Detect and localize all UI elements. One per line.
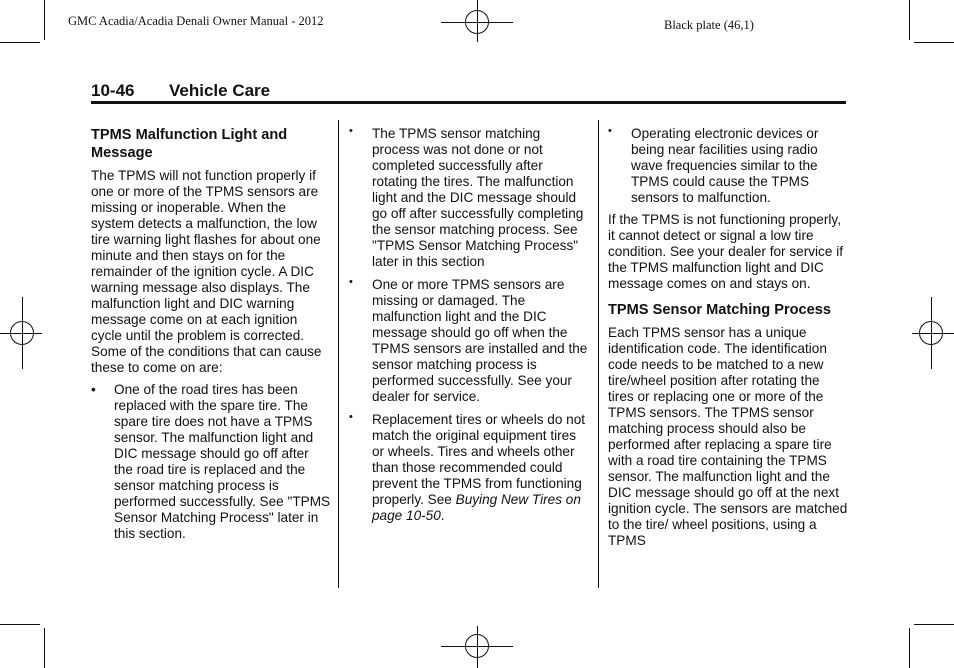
list-item-text: The TPMS sensor matching process was not done or not completed successfully after rotating the tires. The malfunction light and the DIC message should go off after successfully completing the sensor matching process. See "TPMS Sensor Matching Process" later in this section (372, 126, 584, 269)
bullet-list (608, 126, 848, 206)
heading-rule (91, 101, 846, 104)
column-divider (598, 120, 599, 588)
subheading-malfunction: TPMS Malfunction Light and Message (91, 127, 288, 161)
list-item (349, 126, 589, 270)
list-item (349, 277, 589, 405)
section-title: Vehicle Care (169, 81, 271, 100)
paragraph: The TPMS will not function properly if one or more of the TPMS sensors are missing or inoperable. When the system detects a malfunction, the low tire warning light flashes for about one minute and then stays on for the remainder of the ignition cycle. A DIC warning message also displays. The malfunction light and DIC warning message come on at each ignition cycle until the problem is corrected. Some of the conditions that can cause these to come on are: (91, 168, 322, 375)
cross-reference-link[interactable]: Buying New Tires on page 10-50 (372, 492, 581, 523)
list-item (608, 126, 848, 206)
list-item-text: One of the road tires has been replaced with the spare tire. The spare tire does not have a TPMS sensor. The malfunction light and DIC message should go off after the road tire is replaced and the sensor matching process is performed successfully. See "TPMS Sensor Matching Process" later in this section. (114, 382, 331, 541)
column-3 (608, 126, 848, 555)
crop-mark (914, 624, 954, 625)
bullet-list (91, 382, 331, 542)
bullet: • (608, 125, 612, 137)
page-number: 10-46 (91, 81, 135, 100)
list-item (349, 412, 589, 524)
plate-label: Black plate (46,1) (664, 18, 754, 32)
list-item-text-end: . (440, 508, 445, 523)
list-item-text: Replacement tires or wheels do not match the original equipment tires or wheels. Tires and wheels other than those recommended could prevent the TPMS from functioning properly. See (372, 412, 586, 507)
subheading-sensor-matching: TPMS Sensor Matching Process (608, 302, 832, 318)
list-item-text: Operating electronic devices or being near facilities using radio wave frequencies similar to the TPMS could cause the TPMS sensors to malfunction. (631, 126, 819, 205)
manual-title: GMC Acadia/Acadia Denali Owner Manual - 2012 (68, 14, 324, 28)
crop-mark (909, 0, 910, 40)
section-heading (91, 81, 270, 101)
bullet: • (349, 125, 353, 137)
column-divider (338, 120, 339, 588)
list-item (91, 382, 331, 542)
crop-mark (44, 628, 45, 668)
crop-mark (914, 42, 954, 43)
crop-mark (909, 628, 910, 668)
column-1 (91, 126, 331, 548)
column-2 (349, 126, 589, 531)
paragraph: Each TPMS sensor has a unique identification code. The identification code needs to be matched to a new tire/wheel position after rotating the tires or replacing one or more of the TPMS sensors. The TPMS sensor matching process should also be performed after replacing a spare tire with a road tire containing the TPMS sensor. The malfunction light and the DIC message should go off at the next ignition cycle. The sensors are matched to the tire/ wheel positions, using a TPMS (608, 325, 848, 548)
bullet: • (349, 411, 353, 423)
bullet: • (349, 276, 353, 288)
crop-mark (44, 0, 45, 40)
paragraph: If the TPMS is not functioning properly, it cannot detect or signal a low tire condition. See your dealer for service if the TPMS malfunction light and DIC message comes on and stays on. (608, 212, 843, 291)
crop-mark (0, 624, 40, 625)
bullet: • (91, 382, 96, 397)
bullet-list (349, 126, 589, 524)
crop-mark (0, 42, 40, 43)
list-item-text: One or more TPMS sensors are missing or damaged. The malfunction light and the DIC message should go off when the TPMS sensors are installed and the sensor matching process is performed successfully. See your dealer for service. (372, 277, 588, 404)
